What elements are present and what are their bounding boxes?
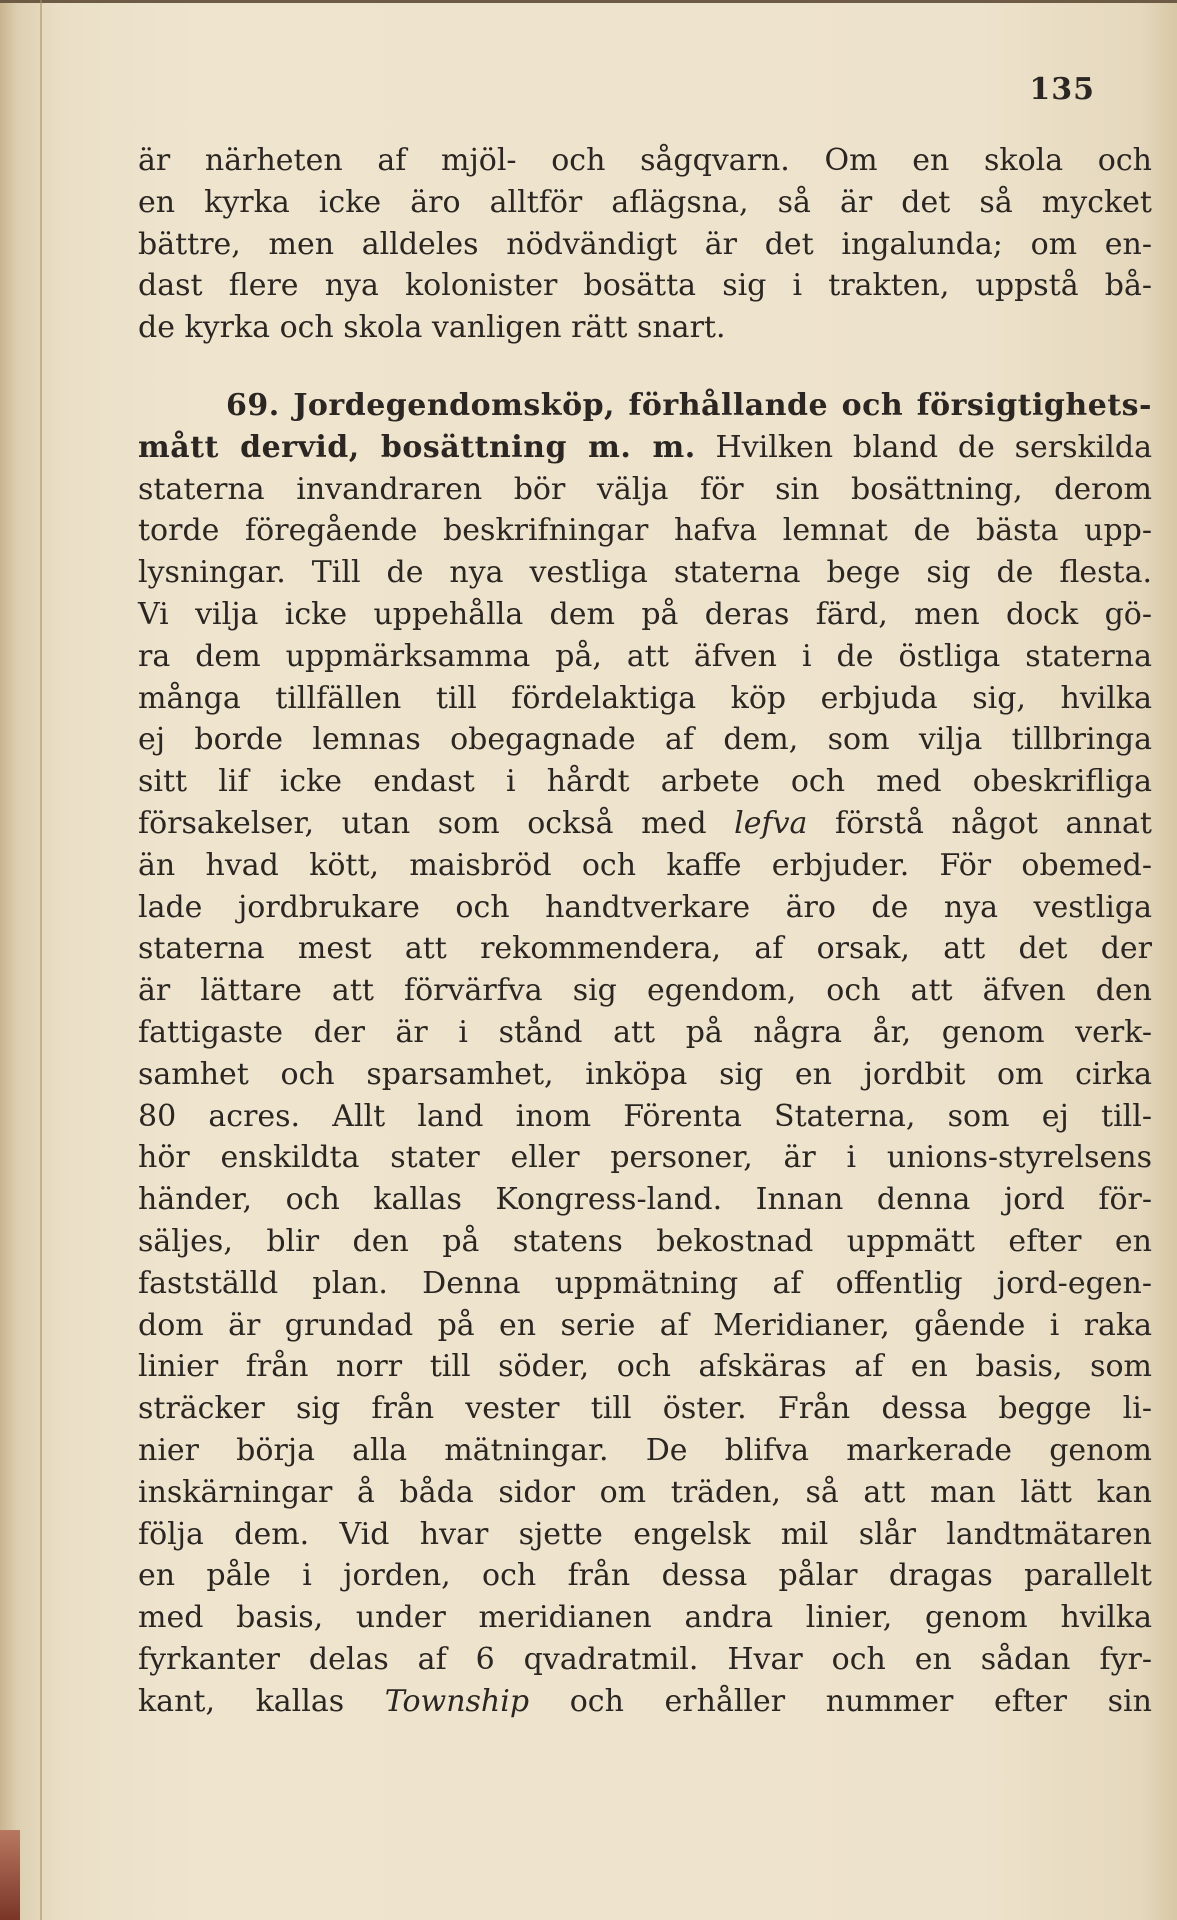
text-line: en påle i jorden, och från dessa pålar dragas parallelt (138, 1558, 1152, 1594)
text-line: inskärningar å båda sidor om träden, så att man lätt kan (138, 1474, 1152, 1510)
text-line: fyrkanter delas af 6 qvadratmil. Hvar och en sådan fyr- (138, 1641, 1152, 1677)
text-line: hör enskildta stater eller personer, är i unions-styrelsens (138, 1140, 1152, 1176)
body-text (138, 140, 1152, 1722)
text-line (138, 1681, 1152, 1723)
text-line: dom är grundad på en serie af Meridianer, gående i raka (138, 1307, 1152, 1343)
page-gutter-shadow (40, 0, 42, 1920)
text-line: torde föregående beskrifningar hafva lemnat de bästa upp- (138, 513, 1152, 549)
text-line: staterna mest att rekommendera, af orsak, att det der (138, 931, 1152, 967)
text-line: fastställd plan. Denna uppmätning af offentlig jord-egen- (138, 1265, 1152, 1301)
section-heading-text: Jordegendomsköp, förhållande och försigtighets- (293, 387, 1152, 423)
text-line: de kyrka och skola vanligen rätt snart. (138, 310, 726, 346)
section-heading-line (138, 385, 1152, 427)
text-run: och erhåller nummer efter sin (569, 1683, 1152, 1719)
text-line: än hvad kött, maisbröd och kaffe erbjuder. För obemed- (138, 847, 1152, 883)
text-line: samhet och sparsamhet, inköpa sig en jordbit om cirka (138, 1056, 1152, 1092)
text-line: 80 acres. Allt land inom Förenta Staterna, som ej till- (138, 1098, 1152, 1134)
text-run: förstå något annat (835, 805, 1152, 841)
text-line: nier börja alla mätningar. De blifva markerade genom (138, 1432, 1152, 1468)
text-run: Hvilken bland de serskilda (715, 429, 1152, 465)
text-line: linier från norr till söder, och afskäras af en basis, som (138, 1349, 1152, 1385)
text-line: är lättare att förvärfva sig egendom, och att äfven den (138, 973, 1152, 1009)
italic-word: Township (384, 1683, 530, 1719)
cover-edge (0, 1830, 20, 1920)
text-line: med basis, under meridianen andra linier, genom hvilka (138, 1600, 1152, 1636)
section-number: 69. (226, 387, 280, 423)
text-line: ra dem uppmärksamma på, att äfven i de östliga staterna (138, 638, 1152, 674)
text-line: Vi vilja icke uppehålla dem på deras färd, men dock gö- (138, 596, 1152, 632)
paragraph-gap (138, 349, 1152, 385)
text-line: sträcker sig från vester till öster. Från dessa begge li- (138, 1391, 1152, 1427)
section-heading-continuation (138, 427, 1152, 469)
text-line: många tillfällen till fördelaktiga köp erbjuda sig, hvilka (138, 680, 1152, 716)
text-line: dast flere nya kolonister bosätta sig i trakten, uppstå bå- (138, 268, 1152, 304)
text-line: staterna invandraren bör välja för sin bosättning, derom (138, 471, 1152, 507)
text-line: ej borde lemnas obegagnade af dem, som vilja tillbringa (138, 722, 1152, 758)
text-run: försakelser, utan som också med (138, 805, 707, 841)
page-number: 135 (1029, 72, 1095, 107)
text-line: lade jordbrukare och handtverkare äro de nya vestliga (138, 889, 1152, 925)
text-line: en kyrka icke äro alltför aflägsna, så är det så mycket (138, 184, 1152, 220)
text-line: är närheten af mjöl- och sågqvarn. Om en skola och (138, 143, 1152, 178)
section-heading-text-2: mått dervid, bosättning m. m. (138, 429, 696, 465)
text-line: följa dem. Vid hvar sjette engelsk mil slår landtmätaren (138, 1516, 1152, 1552)
text-line: sitt lif icke endast i hårdt arbete och med obeskrifliga (138, 764, 1152, 800)
text-line: fattigaste der är i stånd att på några år, genom verk- (138, 1014, 1152, 1050)
text-line: lysningar. Till de nya vestliga staterna bege sig de flesta. (138, 555, 1152, 591)
text-run: kant, kallas (138, 1683, 345, 1719)
text-line: bättre, men alldeles nödvändigt är det ingalunda; om en- (138, 226, 1152, 262)
text-line (138, 803, 1152, 845)
italic-word: lefva (734, 805, 808, 841)
text-line: händer, och kallas Kongress-land. Innan denna jord för- (138, 1182, 1152, 1218)
text-line: säljes, blir den på statens bekostnad uppmätt efter en (138, 1223, 1152, 1259)
